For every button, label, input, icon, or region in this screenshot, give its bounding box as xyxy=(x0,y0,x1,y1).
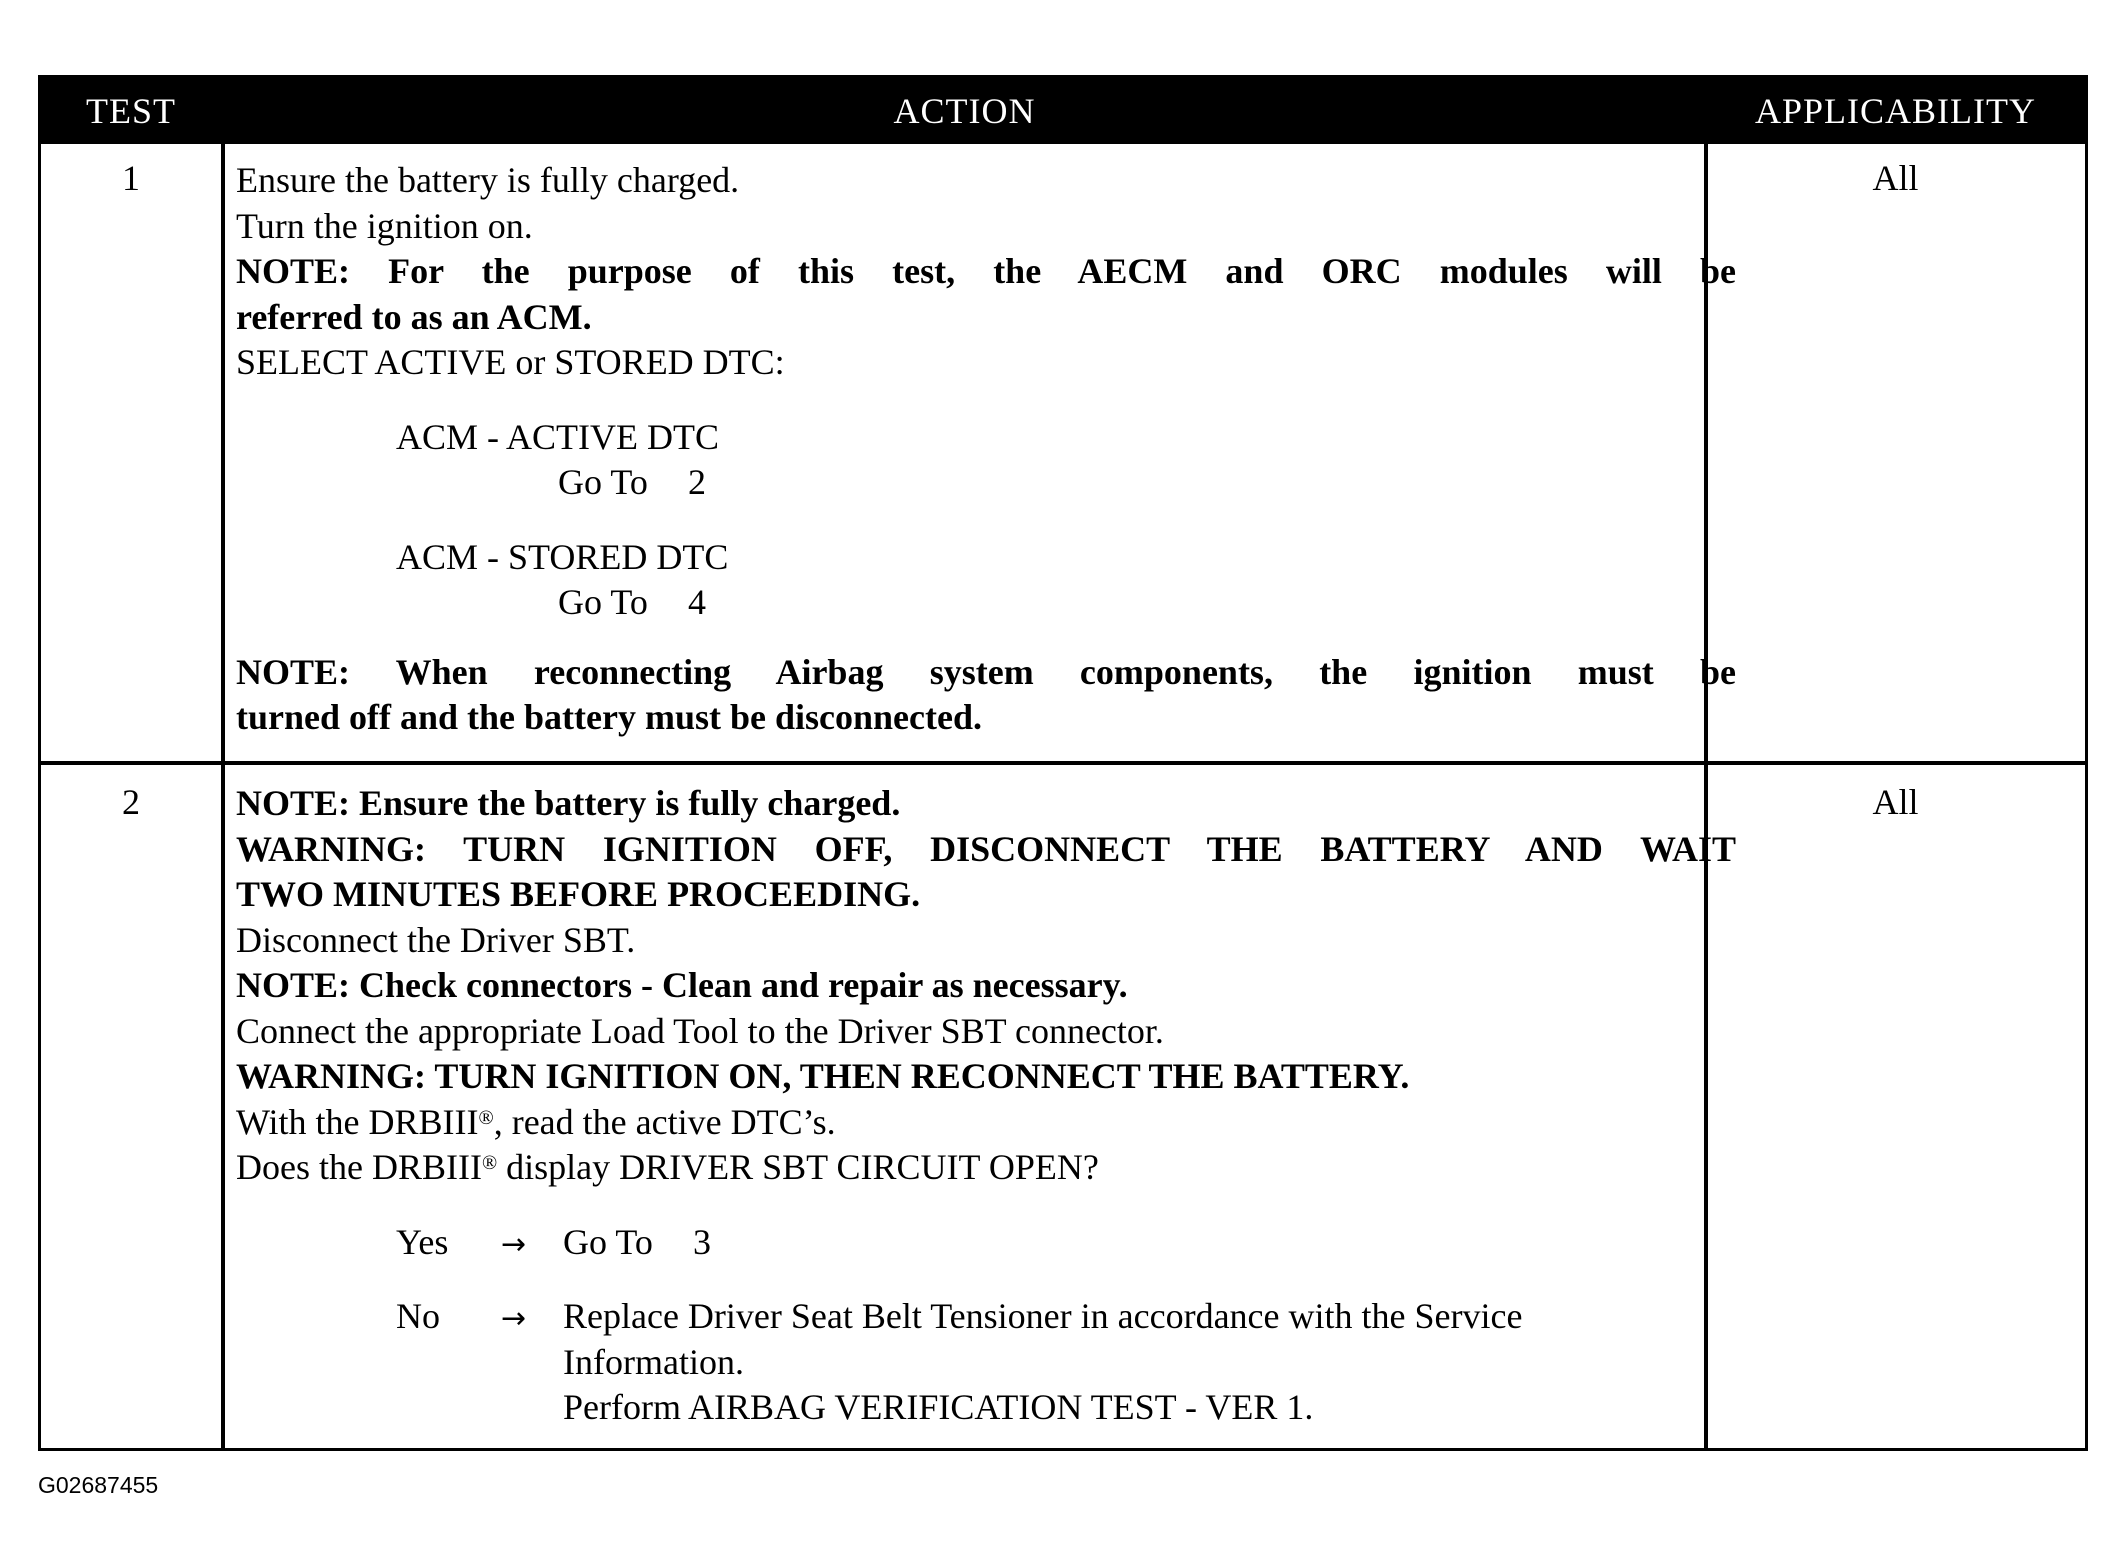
action-line: Turn the ignition on. xyxy=(236,205,533,246)
action-cell xyxy=(236,158,1736,741)
header-action: ACTION xyxy=(893,91,1036,131)
figure-code: G02687455 xyxy=(38,1472,159,1498)
diagnostic-test-table xyxy=(38,75,2088,1451)
column-divider xyxy=(221,144,225,1448)
goto-label: Go To xyxy=(558,462,648,502)
warning-line: WARNING: TURN IGNITION ON, THEN RECONNECT THE BATTERY. xyxy=(236,1056,1410,1096)
text-fragment: display DRIVER SBT CIRCUIT OPEN? xyxy=(497,1147,1099,1187)
option-label: ACM - STORED DTC xyxy=(396,536,729,577)
registered-mark: ® xyxy=(481,1152,498,1174)
no-branch-continued xyxy=(236,1385,1736,1431)
action-line: SELECT ACTIVE or STORED DTC: xyxy=(236,342,785,382)
no-branch xyxy=(236,1294,1736,1340)
applicability-value: All xyxy=(1872,782,1919,822)
action-line: Disconnect the Driver SBT. xyxy=(236,919,636,960)
no-label: No xyxy=(396,1296,440,1336)
text-fragment: , read the active DTC’s. xyxy=(493,1101,836,1142)
goto-line xyxy=(236,460,1736,506)
note-line: referred to as an ACM. xyxy=(236,296,592,337)
note-line: NOTE: Ensure the battery is fully charged. xyxy=(236,783,901,823)
text-fragment: Does the DRBIII xyxy=(236,1147,482,1187)
action-line: Connect the appropriate Load Tool to the Driver SBT connector. xyxy=(236,1010,1164,1051)
right-arrow-icon: → xyxy=(501,1301,527,1336)
no-action-text: Perform AIRBAG VERIFICATION TEST - VER 1. xyxy=(563,1387,1314,1427)
no-branch-continued xyxy=(236,1340,1736,1386)
registered-mark: ® xyxy=(478,1106,494,1129)
goto-target: 4 xyxy=(688,582,706,622)
row-divider xyxy=(41,761,2085,765)
right-arrow-icon: → xyxy=(501,1226,527,1262)
yes-branch xyxy=(236,1220,1736,1266)
goto-label: Go To xyxy=(558,582,648,622)
header-test: TEST xyxy=(86,91,176,131)
yes-label: Yes xyxy=(396,1221,449,1262)
goto-line xyxy=(236,580,1736,626)
action-line: Ensure the battery is fully charged. xyxy=(236,160,740,200)
header-applicability: APPLICABILITY xyxy=(1755,91,2036,131)
note-line: turned off and the battery must be disconnected. xyxy=(236,697,982,737)
applicability-value: All xyxy=(1872,158,1919,198)
goto-label: Go To xyxy=(563,1221,653,1262)
no-action-text: Replace Driver Seat Belt Tensioner in accordance with the Service xyxy=(563,1296,1523,1336)
no-action-text: Information. xyxy=(563,1341,744,1382)
goto-target: 2 xyxy=(688,462,706,502)
note-line: NOTE: When reconnecting Airbag system components, the ignition must be xyxy=(236,651,1736,692)
action-line xyxy=(236,1100,1736,1146)
test-number: 1 xyxy=(122,158,140,198)
goto-target: 3 xyxy=(693,1221,711,1262)
warning-line: WARNING: TURN IGNITION OFF, DISCONNECT THE BATTERY AND WAIT xyxy=(236,828,1736,869)
warning-line: TWO MINUTES BEFORE PROCEEDING. xyxy=(236,874,921,914)
test-number: 2 xyxy=(122,782,140,822)
option-label: ACM - ACTIVE DTC xyxy=(396,416,719,457)
table-header-row xyxy=(41,78,2085,144)
note-line: NOTE: Check connectors - Clean and repair as necessary. xyxy=(236,965,1128,1005)
text-fragment: With the DRBIII xyxy=(236,1101,479,1142)
note-line: NOTE: For the purpose of this test, the AECM and ORC modules will be xyxy=(236,251,1736,291)
action-cell xyxy=(236,781,1736,1431)
action-line xyxy=(236,1145,1736,1191)
